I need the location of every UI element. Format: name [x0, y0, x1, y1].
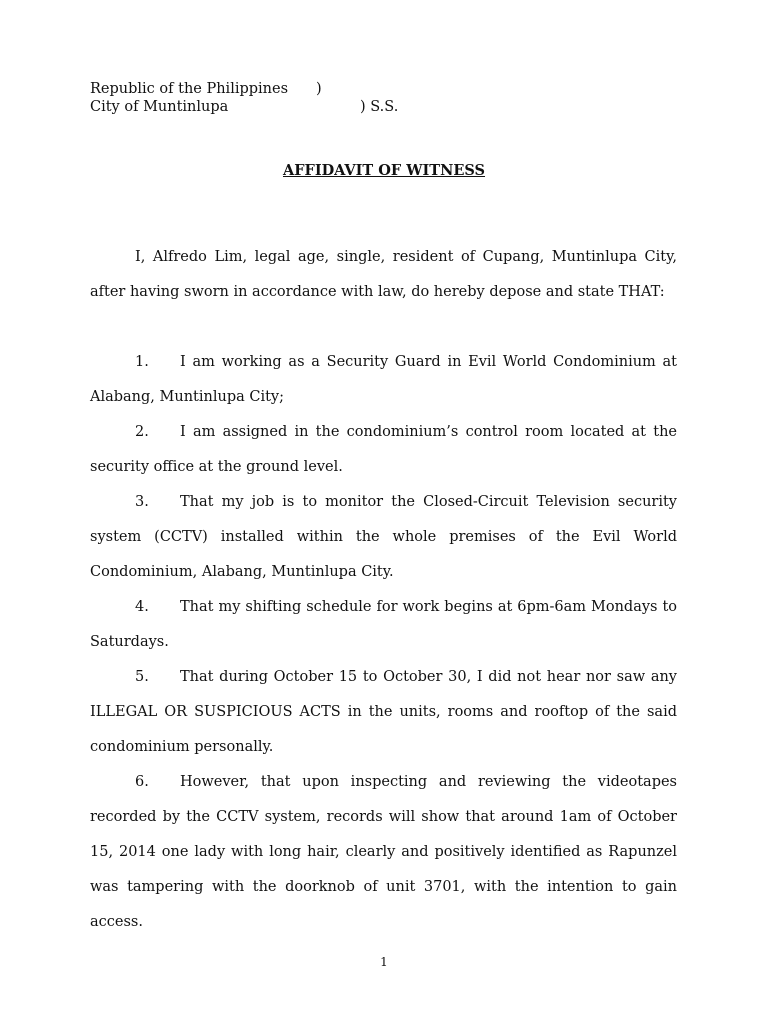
statement-text: That my job is to monitor the Closed-Circuit Television security system (CCTV) installed within the whole premises of the Evil World Condominium, Alabang, Muntinlupa City. — [90, 494, 677, 580]
document-title: AFFIDAVIT OF WITNESS — [282, 162, 486, 179]
statement-item-6 — [90, 765, 677, 940]
statement-text: However, that upon inspecting and reviewing the videotapes recorded by the CCTV system, records will show that around 1am of October 15, 2014 one lady with long hair, clearly and positively identified as Rapunzel was tampering with the doorknob of unit 3701, with the intention to gain access. — [90, 774, 677, 930]
statement-item-1 — [90, 345, 677, 415]
venue-ss-label: ) S.S. — [360, 99, 399, 115]
page-number: 1 — [380, 955, 388, 969]
venue-line-city — [90, 98, 510, 116]
venue-line-republic — [90, 80, 510, 98]
statement-number: 1. — [135, 354, 149, 370]
statement-text: I am working as a Security Guard in Evil World Condominium at Alabang, Muntinlupa City; — [90, 354, 677, 405]
statement-list — [90, 345, 677, 940]
statement-item-2 — [90, 415, 677, 485]
venue-republic-paren: ) — [316, 81, 322, 97]
venue-block — [90, 80, 510, 116]
statement-number: 6. — [135, 774, 149, 790]
statement-text: That during October 15 to October 30, I did not hear nor saw any ILLEGAL OR SUSPICIOUS ACTS in the units, rooms and rooftop of the said condominium personally. — [90, 669, 677, 755]
statement-number: 5. — [135, 669, 149, 685]
statement-item-5 — [90, 660, 677, 765]
statement-number: 2. — [135, 424, 149, 440]
statement-text: I am assigned in the condominium’s control room located at the security office at the ground level. — [90, 424, 677, 475]
venue-city-text: City of Muntinlupa — [90, 99, 229, 115]
statement-item-3 — [90, 485, 677, 590]
venue-republic-text: Republic of the Philippines — [90, 81, 289, 97]
statement-number: 3. — [135, 494, 149, 510]
statement-item-4 — [90, 590, 677, 660]
statement-text: That my shifting schedule for work begins at 6pm-6am Mondays to Saturdays. — [90, 599, 677, 650]
intro-paragraph: I, Alfredo Lim, legal age, single, resident of Cupang, Muntinlupa City, after having sworn in accordance with law, do hereby depose and state THAT: — [90, 249, 677, 300]
statement-number: 4. — [135, 599, 149, 615]
